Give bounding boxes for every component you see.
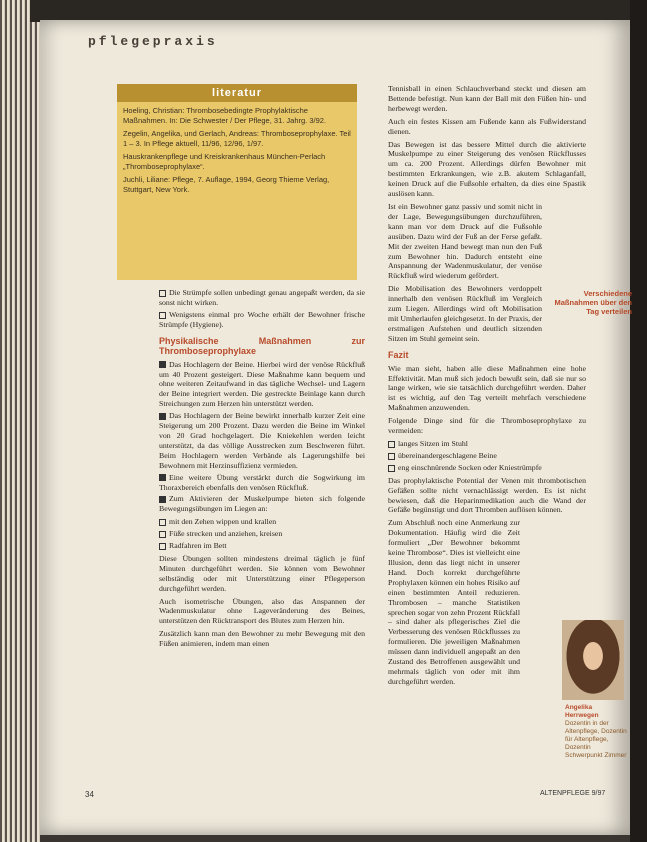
author-caption [565, 704, 627, 760]
author-name: Angelika Herrwegen [565, 704, 599, 719]
author-description: Dozentin in der Altenpflege, Dozentin für Altenpflege, Dozentin Schwerpunkt Zimmer [565, 720, 627, 759]
paragraph: Tennisball in einen Schlauchverband steckt und diesen am Bettende befestigt. Nun kann der Ball mit den Füßen hin- und herbewegt werden. [388, 84, 586, 113]
list-item: Das Hochlagern der Beine. Hierbei wird der venöse Rückfluß um 40 Prozent gesteigert. Diese Maßnahme kann bequem und ohne weiteren Zeitaufwand in das tägliche Wechsel- und Lagern der Beine integriert werden. Die gestreckte Beinlage kann durch Streichungen zum Herzen hin unterstützt werden. [159, 359, 365, 409]
section-title: Physikalische Maßnahmen zur Thromboseprophylaxe [159, 335, 365, 356]
list-item: mit den Zehen wippen und krallen [159, 517, 365, 527]
sidebar-quote: Verschiedene Maßnahmen über den Tag verteilen [554, 289, 632, 316]
list-item: übereinandergeschlagene Beine [388, 451, 586, 461]
literature-entry: Hoeling, Christian: Thrombosebedingte Prophylaktische Maßnahmen. In: Die Schwester / Der Pflege, 31. Jahrg. 3/92. [123, 106, 327, 125]
list-item: Radfahren im Bett [159, 541, 365, 551]
paragraph: Die Mobilisation des Bewohners verdoppelt innerhalb den venösen Rückfluß im Vergleich zum Liegen. Allerdings wird oft Mobilisation mit Umherlaufen gleichgesetzt. In der Praxis, der erstmaligen Aufstehen und deutlich sitzenden Sitzen im Stuhl gemeint sein. [388, 284, 542, 343]
bullet-square-icon [159, 361, 166, 368]
list-item: eng einschnürende Socken oder Kniestrümpfe [388, 463, 586, 473]
paragraph: Wie man sieht, haben alle diese Maßnahmen eine hohe Effektivität. Man muß sich jedoch bewußt sein, daß sie nur so lange wirken, wie sie tatsächlich durchgeführt werden. Daher ist es wichtig, auf den Tag verteilt mehrfach verschiedene Maßnahmen anzuwenden. [388, 363, 586, 413]
paragraph: Auch ein festes Kissen am Fußende kann als Fußwiderstand dienen. [388, 116, 586, 136]
left-column [159, 288, 365, 652]
checkbox-square-icon [159, 312, 166, 319]
checkbox-square-icon [159, 519, 166, 526]
checkbox-square-icon [388, 453, 395, 460]
list-item: langes Sitzen im Stuhl [388, 439, 586, 449]
list-item: Eine weitere Übung verstärkt durch die Sogwirkung im Thoraxbereich ebenfalls den venösen Rückfluß. [159, 472, 365, 492]
checkbox-square-icon [388, 465, 395, 472]
literature-entry: Hauskrankenpflege und Kreiskrankenhaus München-Perlach „Thromboseprophylaxe“. [123, 152, 326, 171]
checkbox-square-icon [388, 441, 395, 448]
page-number: 34 [85, 790, 94, 799]
paragraph: Zusätzlich kann man den Bewohner zu mehr Bewegung mit den Füßen animieren, indem man einen [159, 629, 365, 649]
paragraph: Das prophylaktische Potential der Venen mit thrombotischen Gefäßen sollte nicht vernachlässigt werden. Es ist nicht bewiesen, daß die Heparinmedikation auch die Wand der Gefäße begünstigt und dort Thromben auflösen können. [388, 475, 586, 515]
literature-entry: Zegelin, Angelika, und Gerlach, Andreas: Thromboseprophylaxe. Teil 1 – 3. In Pflege aktuell, 11/96, 12/96, 1/97. [123, 129, 351, 148]
literature-entries [117, 102, 357, 202]
measures-list [159, 360, 365, 515]
checkbox-square-icon [159, 543, 166, 550]
literature-entry: Juchli, Liliane: Pflege, 7. Auflage, 1994, Georg Thieme Verlag, Stuttgart, New York. [123, 175, 330, 194]
paragraph: Ist ein Bewohner ganz passiv und somit nicht in der Lage, Bewegungsübungen durchzuführen, kann man vor dem Druck auf die Fußsohle ausüben. Dazu wird der Fuß an der Ferse gefaßt. Mit der zweiten Hand bewegt man nun den Fuß zum Bewohner hin. Dadurch entsteht eine Anspannung der Wadenmuskulatur, der venöse Rückfluß wird wiederum gefördert. [388, 201, 542, 281]
paragraph: Zum Abschluß noch eine Anmerkung zur Dokumentation. Häufig wird die Zeit formuliert „Der Bewohner bekommt keine Thrombose“. Dies ist vielleicht eine Illusion, denn das liegt nicht in unserer Hand. Doch korrekt durchgeführte Prophylaxen können ein hohes Risiko auf einen bestimmten Anteil reduzieren. Thrombosen – manche Statistiken sprechen sogar von zehn Prozent Rückfall – sind daher als pflegerisches Ziel die Verbesserung des venösen Rückflusses zu formulieren. Die jeweiligen Maßnahmen müssen dann individuell angepaßt an den Zustand des Betroffenen ausgewählt und mehrmals täglich von oder mit ihm durchgeführt werden. [388, 518, 520, 686]
list-item: Wenigstens einmal pro Woche erhält der Bewohner frische Strümpfe (Hygiene). [159, 309, 365, 329]
literature-box [117, 84, 357, 280]
exercise-list [159, 517, 365, 551]
right-column [388, 84, 586, 690]
checkbox-square-icon [159, 531, 166, 538]
paragraph: Das Bewegen ist das bessere Mittel durch die aktivierte Muskelpumpe zu einer Steigerung des venösen Rückflusses um ca. 200 Prozent. Allerdings dürfen Bewohner mit bestimmten Erkrankungen, wie z.B. akutem Schlaganfall, keinen Druck auf die Fußsohle erhalten, da dies eine Spastik auslösen kann. [388, 139, 586, 199]
intro-list [159, 288, 365, 330]
bullet-square-icon [159, 474, 166, 481]
list-item: Das Hochlagern der Beine bewirkt innerhalb kurzer Zeit eine Steigerung um 200 Prozent. Dazu werden die Beine im Winkel von 20 Grad hochgelagert. Die Kniekehlen werden leicht unterstützt, da das völlige Ausstrecken zum Beschweren führt. Beim Hochlagern werden Verbände als Lagerungshilfe bei Bewohnern mit Herzinsuffizienz vermieden. [159, 411, 365, 470]
book-page-edges [0, 0, 40, 842]
book-top-shadow [30, 0, 647, 22]
list-item: Zum Aktivieren der Muskelpumpe bieten sich folgende Bewegungsübungen im Liegen an: [159, 494, 365, 514]
bullet-square-icon [159, 496, 166, 503]
book-right-shadow [630, 0, 647, 842]
paragraph: Folgende Dinge sind für die Thromboseprophylaxe zu vermeiden: [388, 416, 586, 436]
paragraph: Auch isometrische Übungen, also das Anspannen der Wadenmuskulatur ohne Lageveränderung des Beines, unterstützen den Rücktransport des Blutes zum Herzen hin. [159, 596, 365, 626]
page-header: pflegepraxis [88, 34, 218, 49]
author-photo [562, 620, 624, 700]
literature-title: literatur [117, 84, 357, 102]
magazine-footer: ALTENPFLEGE 9/97 [540, 790, 606, 797]
bullet-square-icon [159, 413, 166, 420]
checkbox-square-icon [159, 290, 166, 297]
paragraph: Diese Übungen sollten mindestens dreimal täglich je fünf Minuten durchgeführt werden. Sie können vom Bewohner selbständig oder mit Unterstützung einer Pflegeperson durchgeführt werden. [159, 553, 365, 593]
avoid-list [388, 439, 586, 473]
list-item: Füße strecken und anziehen, kreisen [159, 529, 365, 539]
list-item: Die Strümpfe sollen unbedingt genau angepaßt werden, da sie sonst nicht wirken. [159, 288, 365, 307]
section-title-fazit: Fazit [388, 349, 409, 360]
